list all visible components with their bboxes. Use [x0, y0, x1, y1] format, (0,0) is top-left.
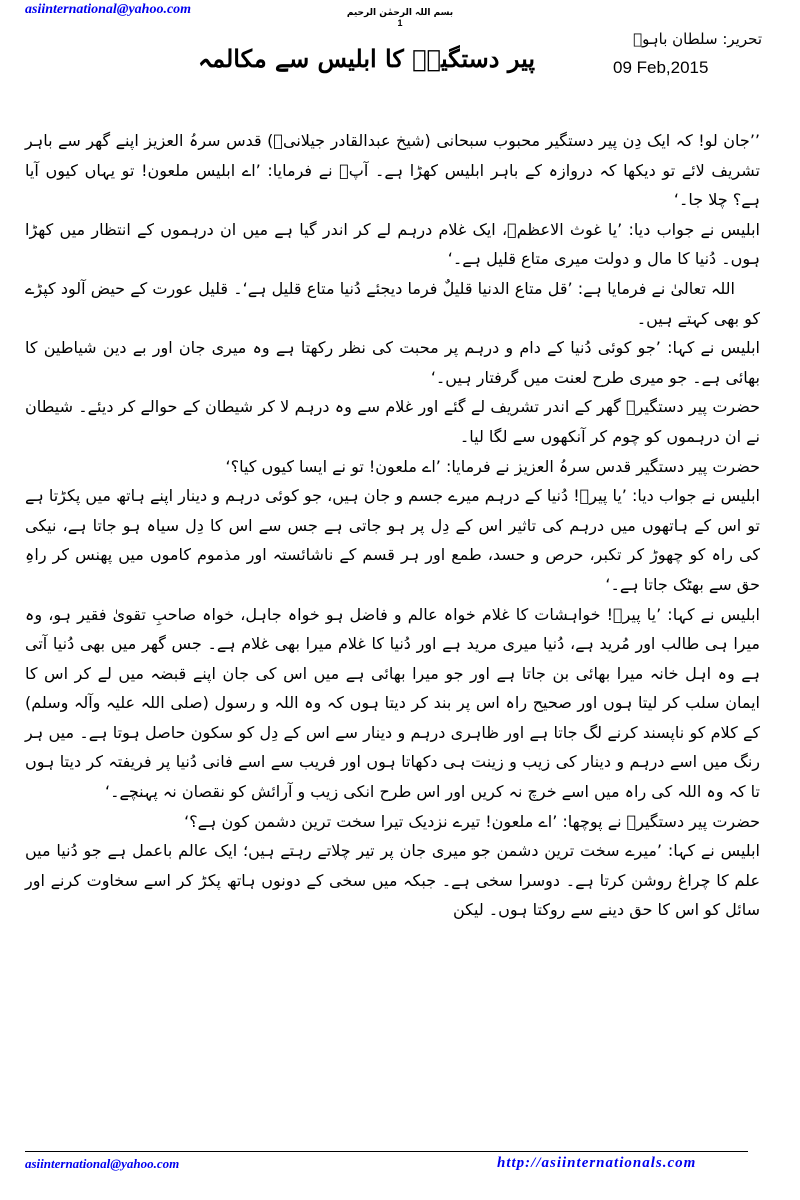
footer-email-link[interactable]: asiinternational@yahoo.com	[25, 1156, 180, 1171]
paragraph: ابلیس نے کہا: ’جو کوئی دُنیا کے دام و درہم پر محبت کی نظر رکھتا ہے وہ میری جان اور بے دین شیاطین کا بھائی ہے۔ جو میری طرح لعنت میں گرفتار ہیں۔‘	[25, 338, 760, 387]
paragraph: ابلیس نے کہا: ’یا پیرؒ! خواہشات کا غلام خواہ عالم و فاضل ہو خواہ جاہل، خواہ صاحبِ تقویٰ فقیر ہو، وہ میرا ہی طالب اور مُرید ہے، دُنیا میری مرید ہے اور دُنیا کا غلام میرا بھی غلام ہے۔ جس گھر میں بھی دُنیا آتی ہے وہ اہل خانہ میرا بھائی بن جاتا ہے اور جو میرا بھائی ہے میں اس کی جان اپنے قبضہ میں لے کر اس کا ایمان سلب کر لیتا ہوں اور صحیح راہ اس پر بند کر دیتا ہوں کہ وہ اللہ و رسول (صلی اللہ علیہ وآلہ وسلم) کے کلام کو ناپسند کرنے لگ جاتا ہے اور ظاہری درہم و دینار سے اس کے دِل کو سکون حاصل ہوتا ہے۔ میں ہر رنگ میں اسے درہم و دینار کی زیب و زینت ہی دکھاتا ہوں اور فریب سے اسے فانی دُنیا پر فریفتہ کر دیتا ہوں تا کہ وہ اللہ کی راہ میں اسے خرچ نہ کریں اور اس طرح انکی زیب و آرائش کو نقصان نہ پہنچے۔‘	[25, 604, 760, 802]
header-email-link[interactable]: asiinternational@yahoo.com	[25, 2, 192, 17]
article-title: پیر دستگیرؒ کا ابلیس سے مکالمہ	[198, 44, 535, 73]
paragraph: حضرت پیر دستگیرؒ نے پوچھا: ’اے ملعون! تیرے نزدیک تیرا سخت ترین دشمن کون ہے؟‘	[184, 811, 760, 831]
paragraph: ’’جان لو! کہ ایک دِن پیر دستگیر محبوب سبحانی (شیخ عبدالقادر جیلانیؒ) قدس سرہُ العزیز اپنے گھر سے باہر تشریف لائے تو دیکھا کہ دروازہ کے باہر ابلیس کھڑا ہے۔ آپؒ نے فرمایا: ’اے ابلیس ملعون! تو یہاں کیوں آیا ہے؟ چلا جا۔‘	[25, 131, 760, 210]
publish-date: 09 Feb,2015	[613, 58, 709, 77]
footer-website-link[interactable]: http://asiinternationals.com	[497, 1155, 697, 1171]
author-byline: تحریر: سلطان باہوؒ	[633, 30, 762, 48]
paragraph: حضرت پیر دستگیرؒ گھر کے اندر تشریف لے گئے اور غلام سے وہ درہم لا کر شیطان کے حوالے کر دیئے۔ شیطان نے ان درہموں کو چوم کر آنکھوں سے لگا لیا۔	[25, 397, 760, 446]
paragraph: حضرت پیر دستگیر قدس سرہُ العزیز نے فرمایا: ’اے ملعون! تو نے ایسا کیوں کیا؟‘	[225, 456, 760, 476]
article-body	[25, 126, 760, 925]
paragraph: ابلیس نے جواب دیا: ’یا پیرؒ! دُنیا کے درہم میرے جسم و جان ہیں، جو کوئی درہم و دینار اپنے ہاتھ میں پکڑتا ہے تو اس کے ہاتھوں میں درہم کی تاثیر اس کے دِل پر ہو جاتی ہے جس سے اس کا دِل سیاہ ہو جاتا ہے، نیکی کی راہ کو چھوڑ کر تکبر، حرص و حسد، طمع اور ہر قسم کے ناشائستہ اور مذموم کاموں میں پھنس کر راہِ حق سے بھٹک جاتا ہے۔‘	[25, 486, 760, 594]
paragraph: ابلیس نے جواب دیا: ’یا غوث الاعظمؒ، ایک غلام درہم لے کر اندر گیا ہے میں ان درہموں کے انتظار میں کھڑا ہوں۔ دُنیا کا مال و دولت میری متاع قلیل ہے۔‘	[25, 219, 760, 269]
bismillah-heading: بسم اللہ الرحمٰن الرحیم	[346, 8, 454, 18]
paragraph: اللہ تعالیٰ نے فرمایا ہے: ’قل متاع الدنیا قلیلٌ فرما دیجئے دُنیا متاع قلیل ہے‘۔ قلیل عورت کے حیض آلود کپڑے کو بھی کہتے ہیں۔	[25, 278, 760, 328]
footer-divider	[25, 1151, 748, 1152]
paragraph: ابلیس نے کہا: ’میرے سخت ترین دشمن جو میری جان پر تیر چلاتے رہتے ہیں؛ ایک عالم باعمل ہے جو دُنیا میں علم کا چراغ روشن کرتا ہے۔ دوسرا سخی ہے۔ جبکہ میں سخی کے دونوں ہاتھ پکڑ کر اسے سخاوت کرنے اور سائل کو اس کا حق دینے سے روکتا ہوں۔ لیکن	[25, 841, 761, 920]
page-number: 1	[397, 18, 403, 28]
